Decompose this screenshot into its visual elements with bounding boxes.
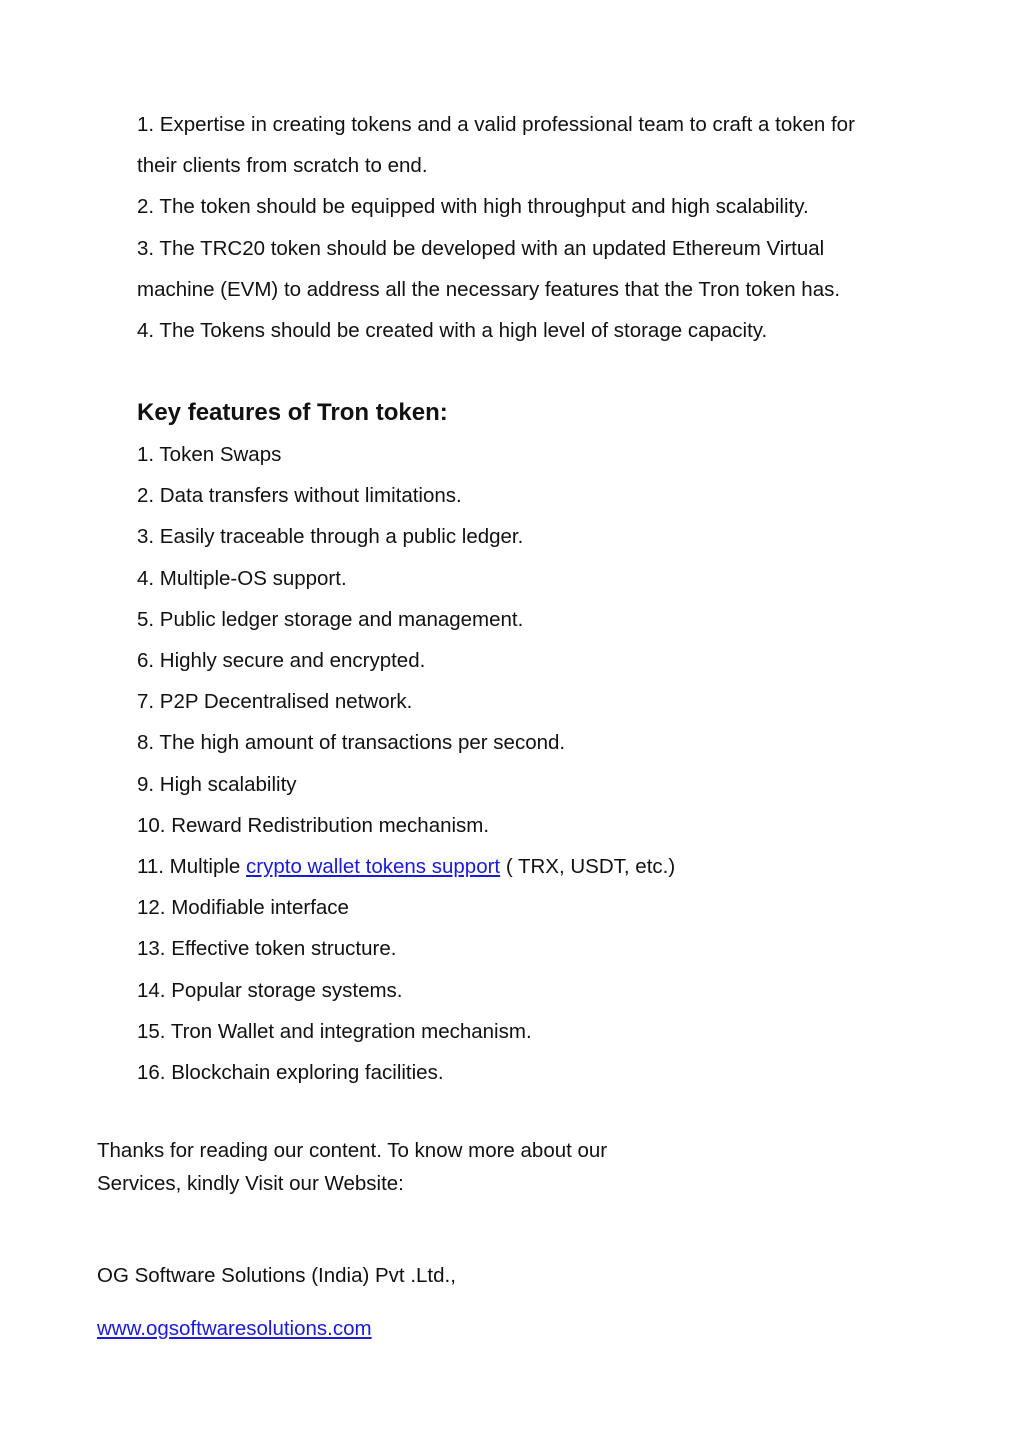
key-features-heading: Key features of Tron token:	[137, 399, 448, 426]
crypto-wallet-tokens-support-link[interactable]: crypto wallet tokens support	[246, 855, 501, 879]
company-name: OG Software Solutions (India) Pvt .Ltd.,	[97, 1264, 456, 1287]
feature-item: 5. Public ledger storage and management.	[137, 607, 524, 631]
feature-item: 13. Effective token structure.	[137, 937, 397, 961]
feature-item: 7. P2P Decentralised network.	[137, 690, 413, 714]
intro-line: machine (EVM) to address all the necessary features that the Tron token has.	[137, 277, 841, 301]
intro-line: 3. The TRC20 token should be developed with an updated Ethereum Virtual	[137, 236, 825, 260]
feature-item: 9. High scalability	[137, 772, 297, 796]
thanks-paragraph	[97, 1134, 897, 1200]
feature-item-with-link	[137, 846, 937, 887]
feature-item: 16. Blockchain exploring facilities.	[137, 1061, 444, 1085]
website-line	[97, 1312, 897, 1345]
intro-line: their clients from scratch to end.	[137, 154, 428, 178]
intro-line: 4. The Tokens should be created with a high level of storage capacity.	[137, 319, 768, 343]
feature-item: 10. Reward Redistribution mechanism.	[137, 813, 490, 837]
feature-item: 1. Token Swaps	[137, 443, 282, 466]
feature-item: 6. Highly secure and encrypted.	[137, 649, 426, 673]
thanks-line: Services, kindly Visit our Website:	[97, 1172, 404, 1195]
feature-item: 2. Data transfers without limitations.	[137, 484, 462, 508]
feature-item-prefix: 11. Multiple	[137, 855, 247, 879]
intro-list	[137, 104, 937, 351]
feature-item: 8. The high amount of transactions per second.	[137, 731, 566, 755]
intro-line: 2. The token should be equipped with high throughput and high scalability.	[137, 195, 809, 219]
key-features-list	[137, 434, 937, 1093]
feature-item: 12. Modifiable interface	[137, 896, 349, 920]
website-link[interactable]: www.ogsoftwaresolutions.com	[97, 1317, 372, 1340]
feature-item: 3. Easily traceable through a public ledger.	[137, 525, 524, 549]
feature-item: 4. Multiple-OS support.	[137, 566, 347, 590]
thanks-line: Thanks for reading our content. To know more about our	[97, 1139, 608, 1162]
feature-item: 14. Popular storage systems.	[137, 978, 403, 1002]
feature-item-suffix: ( TRX, USDT, etc.)	[500, 855, 676, 879]
feature-item: 15. Tron Wallet and integration mechanism.	[137, 1019, 532, 1043]
intro-line: 1. Expertise in creating tokens and a valid professional team to craft a token for	[137, 113, 855, 136]
